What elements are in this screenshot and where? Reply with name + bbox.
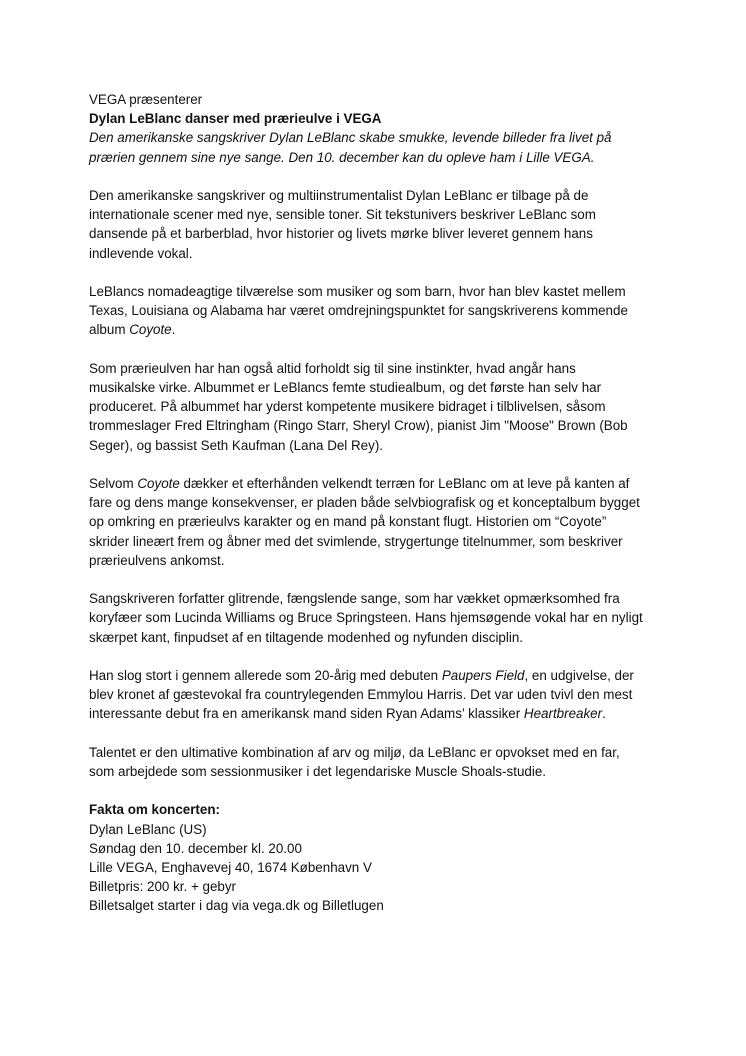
- facts-artist: Dylan LeBlanc (US): [89, 821, 207, 837]
- body-line: Den amerikanske sangskriver og multiinstrumentalist Dylan LeBlanc er tilbage på de: [89, 188, 589, 203]
- body-line: Som prærieulven har han også altid forholdt sig til sine instinkter, hvad angår hans: [89, 360, 576, 376]
- body-line: prærieulvens ankomst.: [89, 552, 225, 568]
- body-line: Seger), og bassist Seth Kaufman (Lana Del Rey).: [89, 437, 383, 453]
- body-line: internationale scener med nye, sensible toner. Sit tekstunivers beskriver LeBlanc som: [89, 207, 596, 223]
- facts-price: Billetpris: 200 kr. + gebyr: [89, 879, 236, 895]
- body-line: musikalske virke. Albummet er LeBlancs femte studiealbum, og det første han selv har: [89, 380, 602, 395]
- body-line: [89, 320, 669, 339]
- body-line: Texas, Louisiana og Alabama har været omdrejningspunktet for sangskriverens kommende: [89, 303, 628, 319]
- body-line: indlevende vokal.: [89, 245, 193, 261]
- body-paragraph-4: [89, 474, 669, 570]
- text-segment: Han slog stort i gennem allerede som 20-årig med debuten: [89, 668, 442, 683]
- text-segment: Selvom: [89, 476, 138, 491]
- body-line: koryfæer som Lucinda Williams og Bruce Springsteen. Hans hjemsøgende vokal har en nyligt: [89, 610, 643, 626]
- body-line: som arbejdede som sessionmusiker i det legendariske Muscle Shoals-studie.: [89, 764, 546, 779]
- body-line: skrider lineært frem og åbner med det svimlende, strygertunge titelnummer, som beskriver: [89, 533, 623, 549]
- body-paragraph-7: [89, 743, 669, 781]
- body-line: skærpet kant, finpudset af en tiltagende modenhed og nyfunden disciplin.: [89, 629, 523, 645]
- body-line: Talentet er den ultimative kombination af arv og miljø, da LeBlanc er opvokset med en far,: [89, 744, 620, 760]
- text-segment: .: [602, 706, 606, 722]
- headline: Dylan LeBlanc danser med prærieulve i VEGA: [89, 111, 382, 127]
- lead-line: prærien gennem sine nye sange. Den 10. december kan du opleve ham i Lille VEGA.: [89, 149, 595, 165]
- body-paragraph-3: [89, 359, 669, 455]
- lead-line: Den amerikanske sangskriver Dylan LeBlanc skabe smukke, levende billeder fra livet på: [89, 130, 612, 146]
- facts-venue: Lille VEGA, Enghavevej 40, 1674 København V: [89, 860, 372, 875]
- facts-date: Søndag den 10. december kl. 20.00: [89, 840, 302, 856]
- album-title: Coyote: [137, 476, 180, 491]
- album-title: Paupers Field: [441, 668, 525, 683]
- body-paragraph-2: [89, 282, 669, 340]
- facts-heading: Fakta om koncerten:: [89, 802, 220, 818]
- text-segment: , en udgivelse, der: [524, 668, 634, 683]
- lead-paragraph: [89, 128, 669, 166]
- body-paragraph-5: [89, 589, 669, 647]
- presenter-line: VEGA præsenterer: [89, 92, 203, 107]
- body-line: Sangskriveren forfatter glitrende, fængslende sange, som har vækket opmærksomhed fra: [89, 591, 620, 607]
- text-segment: interessante debut fra en amerikansk mand siden Ryan Adams’ klassiker: [89, 706, 524, 722]
- body-line: op omkring en prærieulvs karakter og en mand på konstant flugt. Historien om “Coyote”: [89, 514, 607, 530]
- facts-ticket-sale: Billetsalget starter i dag via vega.dk og Billetlugen: [89, 898, 384, 914]
- body-line: blev kronet af gæstevokal fra countrylegenden Emmylou Harris. Det var uden tvivl den mest: [89, 687, 633, 703]
- body-line: [89, 666, 669, 685]
- text-segment: .: [171, 322, 176, 338]
- body-line: produceret. På albummet har yderst kompetente musikere bidraget i tilblivelsen, såsom: [89, 399, 606, 415]
- body-line: trommeslager Fred Eltringham (Ringo Starr, Sheryl Crow), pianist Jim "Moose" Brown (Bob: [89, 418, 628, 434]
- body-line: [89, 704, 669, 723]
- body-paragraph-1: [89, 186, 669, 263]
- text-segment: album: [89, 322, 130, 338]
- album-title: Heartbreaker: [523, 706, 603, 722]
- facts-section: [89, 800, 669, 915]
- body-line: LeBlancs nomadeagtige tilværelse som musiker og som barn, hvor han blev kastet mellem: [89, 284, 626, 299]
- body-line: fare og dens mange konsekvenser, er pladen både selvbiografisk og et konceptalbum bygget: [89, 495, 640, 511]
- press-release-page: [89, 90, 669, 916]
- album-title: Coyote: [129, 322, 172, 338]
- text-segment: dækker et efterhånden velkendt terræn for LeBlanc om at leve på kanten af: [179, 476, 630, 491]
- body-line: [89, 474, 669, 493]
- body-line: dansende på et barberblad, hvor historier og livets mørke bliver leveret gennem hans: [89, 226, 593, 242]
- body-paragraph-6: [89, 666, 669, 724]
